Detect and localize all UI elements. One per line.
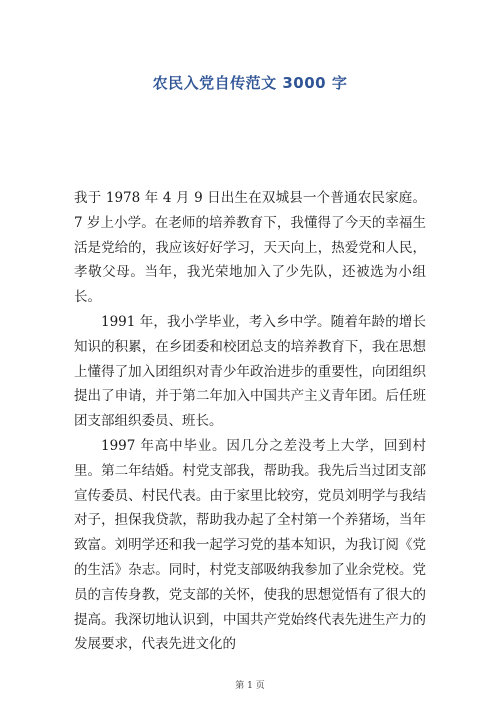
page-number: 第 1 页	[235, 681, 265, 691]
paragraph-1: 我于 1978 年 4 月 9 日出生在双城县一个普通农民家庭。7 岁上小学。在老师的培养教育下，我懂得了今天的幸福生活是党给的，我应该好好学习，天天向上，热爱党和人民，孝敬父母。当年，我光荣地加入了少先队，还被选为小组长。	[74, 190, 426, 306]
paragraph-3: 1997 年高中毕业。因几分之差没考上大学，回到村里。第二年结婚。村党支部我，帮助我。我先后当过团支部宣传委员、村民代表。由于家里比较穷，党员刘明学与我结对子，担保我贷款，帮助我办起了全村第一个养猪场，当年致富。刘明学还和我一起学习党的基本知识，为我订阅《党的生活》杂志。同时，村党支部吸纳我参加了业余党校。党员的言传身教，党支部的关怀，使我的思想觉悟有了很大的提高。我深切地认识到，中国共产党始终代表先进生产力的发展要求，代表先进文化的	[74, 437, 426, 653]
document-title: 农民入党自传范文 3000 字	[152, 74, 348, 92]
document-body	[74, 186, 426, 657]
paragraph-2: 1991 年，我小学毕业，考入乡中学。随着年龄的增长知识的积累，在乡团委和校团总支的培养教育下，我在思想上懂得了加入团组织对青少年政治进步的重要性，向团组织提出了申请，并于第二年加入中国共产主义青年团。后任班团支部组织委员、班长。	[74, 313, 426, 430]
